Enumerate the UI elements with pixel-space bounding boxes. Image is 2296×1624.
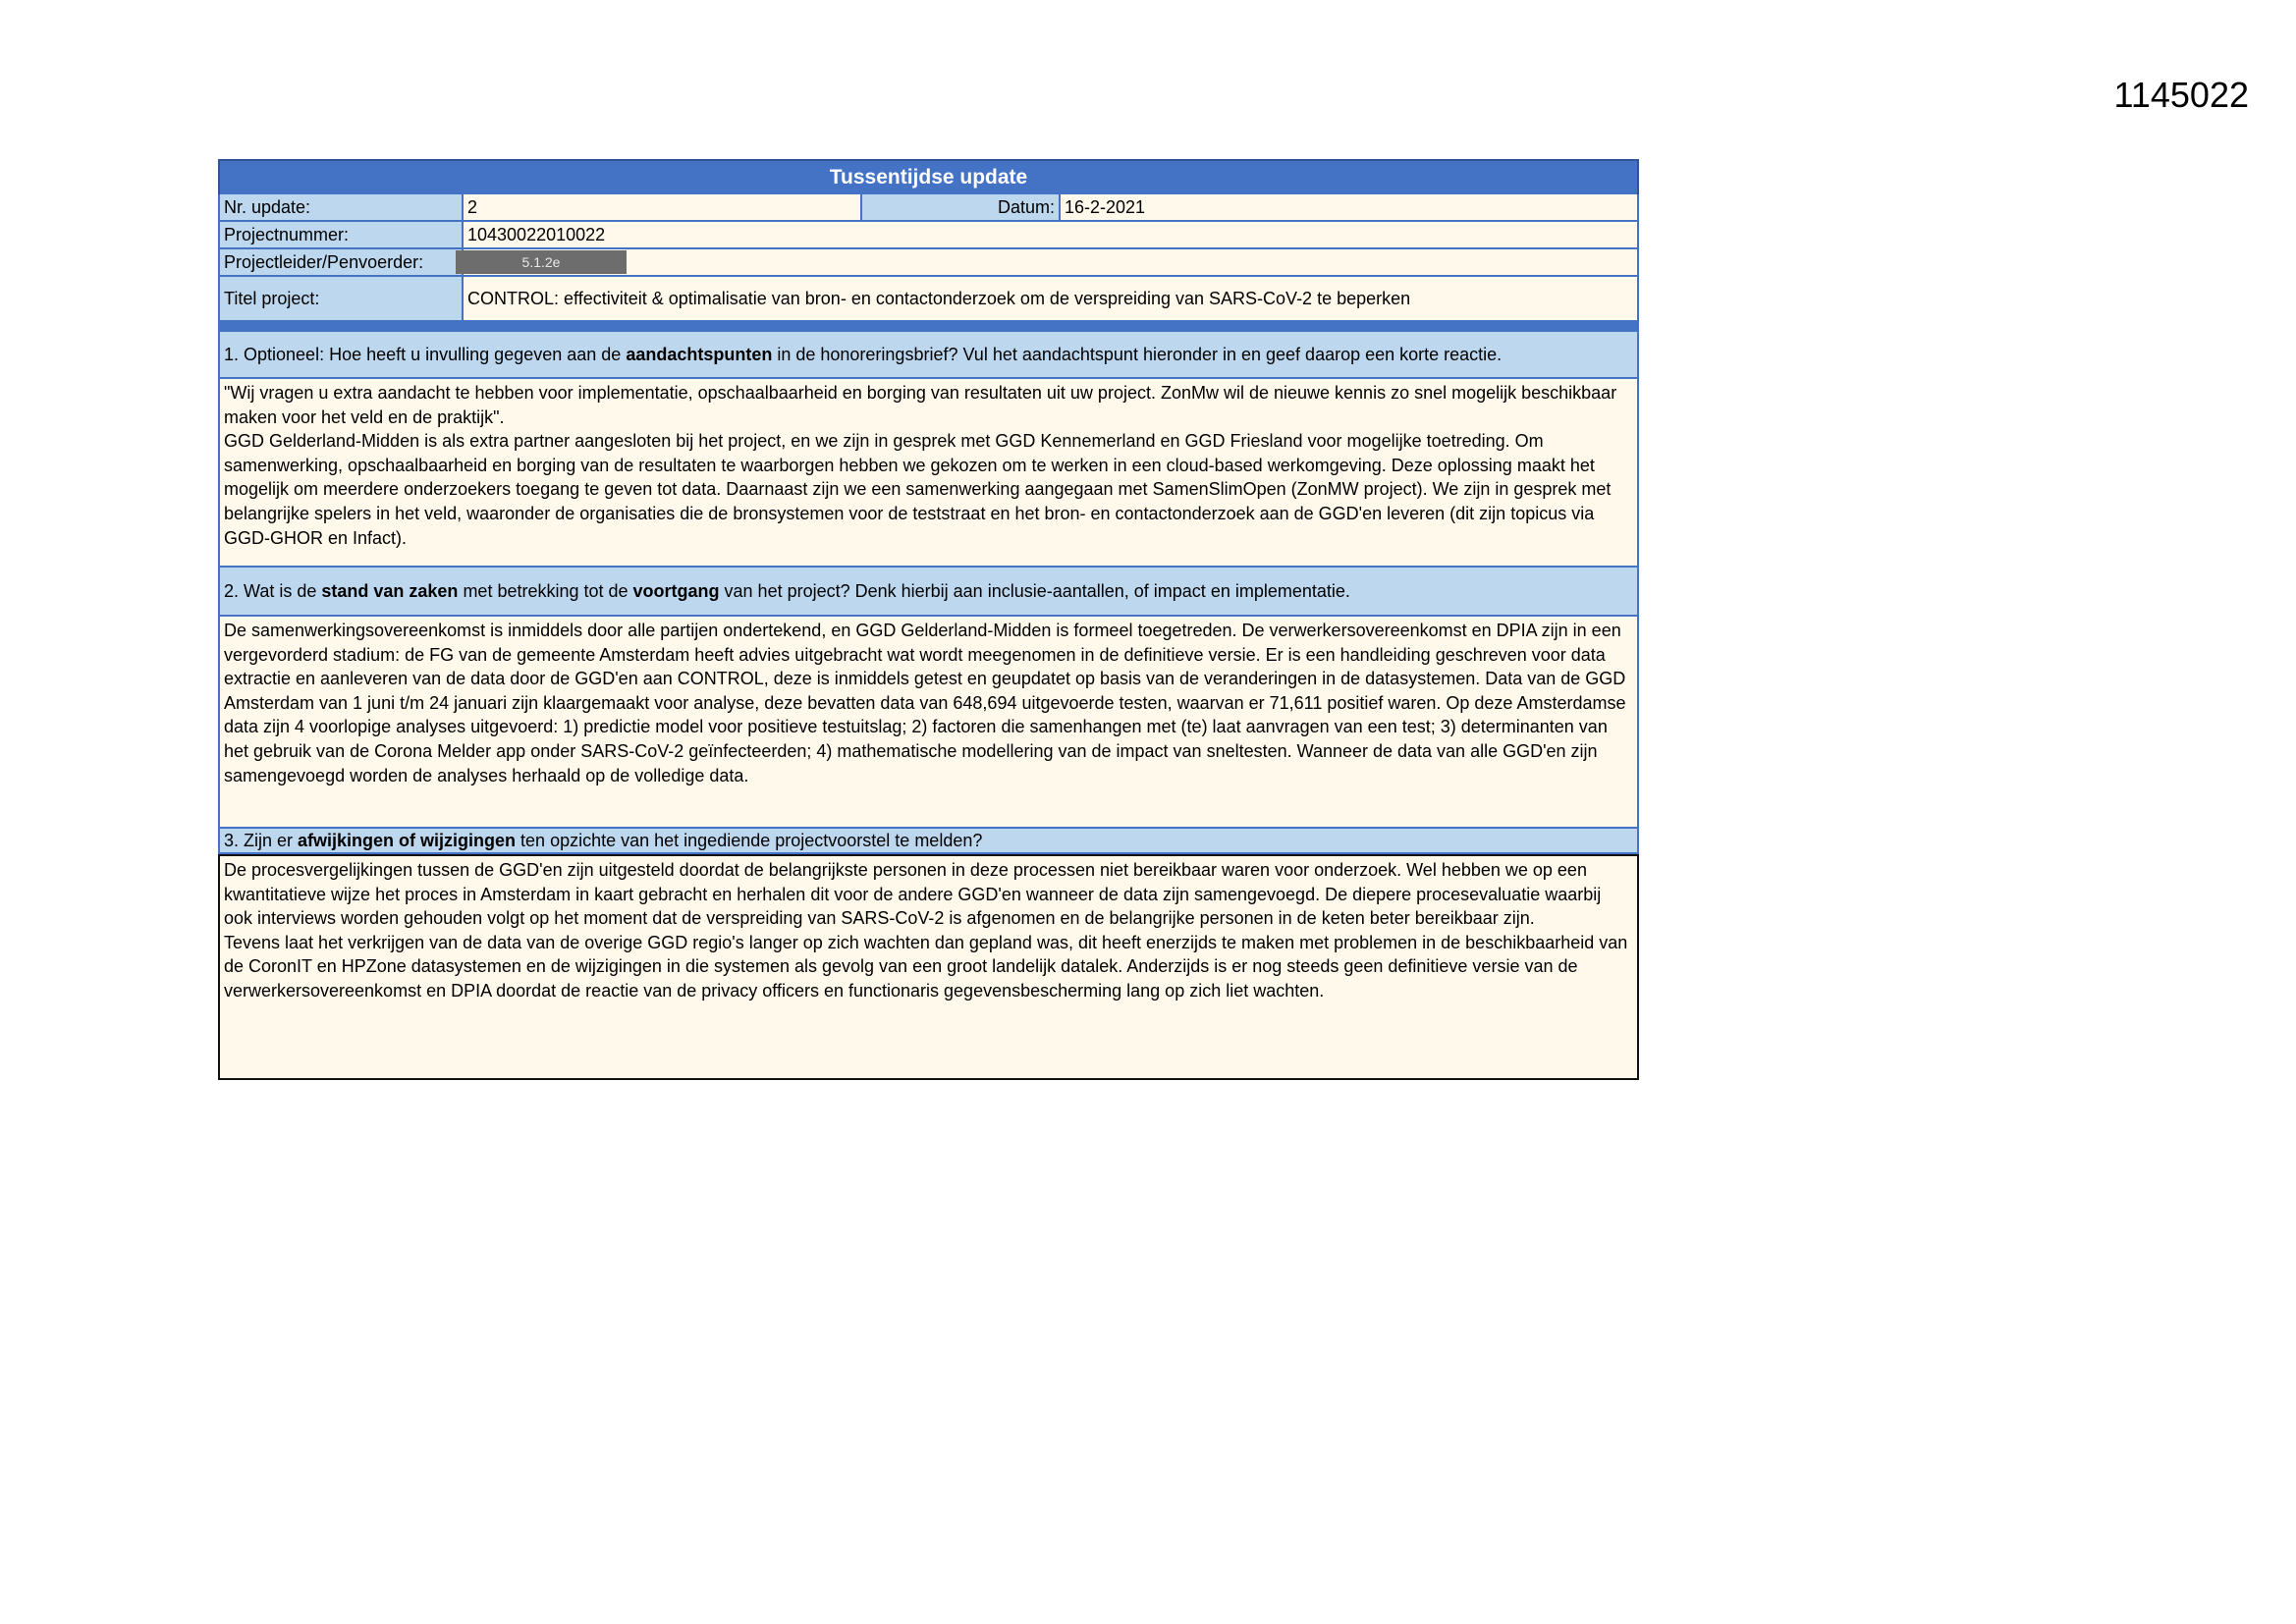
update-form: [218, 159, 1639, 1080]
section-divider: [218, 322, 1639, 332]
projectleider-value: [464, 249, 1637, 275]
document-number: 1145022: [2113, 75, 2249, 115]
q1-text-bold: aandachtspunten: [626, 344, 773, 364]
row-titel-project: [218, 277, 1639, 322]
redaction-box: 5.1.2e: [456, 250, 627, 274]
nr-update-label: Nr. update:: [220, 194, 464, 220]
datum-label: Datum:: [860, 194, 1061, 220]
datum-value: 16-2-2021: [1061, 194, 1637, 220]
question-3-answer: De procesvergelijkingen tussen de GGD'en zijn uitgesteld doordat de belangrijkste personen in deze processen niet bereikbaar waren voor onderzoek. Wel hebben we op een kwantitatieve wijze het proces in Amsterdam in kaart gebracht en herhalen dit voor de andere GGD'en wanneer de data zijn samengevoegd. De diepere procesevaluatie waarbij ook interviews worden gehouden volgt op het moment dat de verspreiding van SARS-CoV-2 is afgenomen en de belangrijke personen in de keten beter bereikbaar zijn. Tevens laat het verkrijgen van de data van de overige GGD regio's langer op zich wachten dan gepland was, dit heeft enerzijds te maken met problemen in de beschikbaarheid van de CoronIT en HPZone datasystemen en de wijzigingen in die systemen als gevolg van een groot landelijk datalek. Anderzijds is er nog steeds geen definitieve versie van de verwerkersovereenkomst en DPIA doordat de reactie van de privacy officers en functionaris gegevensbescherming lang op zich liet wachten.: [218, 854, 1639, 1080]
q2-text-post: van het project? Denk hierbij aan inclusie-aantallen, of impact en implementatie.: [719, 580, 1350, 601]
row-projectnummer: [218, 222, 1639, 249]
q3-text-bold: afwijkingen of wijzigingen: [298, 830, 517, 850]
q1-text-pre: 1. Optioneel: Hoe heeft u invulling gegeven aan de: [224, 344, 627, 364]
projectleider-label: Projectleider/Penvoerder:: [220, 249, 464, 275]
q2-text-bold-1: stand van zaken: [321, 580, 459, 601]
q3-text-post: ten opzichte van het ingediende projectvoorstel te melden?: [516, 830, 983, 850]
form-title: Tussentijdse update: [218, 159, 1639, 194]
nr-update-value: 2: [464, 194, 860, 220]
row-nr-update: [218, 194, 1639, 222]
q3-text-pre: 3. Zijn er: [224, 830, 299, 850]
row-projectleider: [218, 249, 1639, 277]
titel-project-label: Titel project:: [220, 277, 464, 320]
projectnummer-value: 10430022010022: [464, 222, 1637, 247]
q2-text-bold-2: voortgang: [632, 580, 720, 601]
titel-project-value: CONTROL: effectiviteit & optimalisatie van bron- en contactonderzoek om de verspreiding van SARS-CoV-2 te beperken: [464, 277, 1637, 320]
projectnummer-label: Projectnummer:: [220, 222, 464, 247]
q1-text-post: in de honoreringsbrief? Vul het aandachtspunt hieronder in en geef daarop een korte reactie.: [772, 344, 1503, 364]
question-2-answer: De samenwerkingsovereenkomst is inmiddels door alle partijen ondertekend, en GGD Gelderland-Midden is formeel toegetreden. De verwerkersovereenkomst en DPIA zijn in een vergevorderd stadium: de FG van de gemeente Amsterdam heeft advies uitgebracht wat wordt meegenomen in de definitieve versie. Er is een handleiding geschreven voor data extractie en aanleveren van de data door de GGD'en aan CONTROL, deze is inmiddels getest en geupdatet op basis van de veranderingen in de datasystemen. Data van de GGD Amsterdam van 1 juni t/m 24 januari zijn klaargemaakt voor analyse, deze bevatten data van 648,694 uitgevoerde testen, waarvan er 71,611 positief waren. Op deze Amsterdamse data zijn 4 voorlopige analyses uitgevoerd: 1) predictie model voor positieve testuitslag; 2) factoren die samenhangen met (te) laat aanvragen van een test; 3) determinanten van het gebruik van de Corona Melder app onder SARS-CoV-2 geïnfecteerden; 4) mathematische modellering van de impact van sneltesten. Wanneer de data van alle GGD'en zijn samengevoegd worden de analyses herhaald op de volledige data.: [218, 617, 1639, 829]
question-2-heading: [218, 568, 1639, 617]
q2-text-pre: 2. Wat is de: [224, 580, 322, 601]
q2-text-mid: met betrekking tot de: [458, 580, 633, 601]
question-1-heading: [218, 332, 1639, 379]
question-3-heading: [218, 829, 1639, 854]
question-1-answer: "Wij vragen u extra aandacht te hebben voor implementatie, opschaalbaarheid en borging van resultaten uit uw project. ZonMw wil de nieuwe kennis zo snel mogelijk beschikbaar maken voor het veld en de praktijk". GGD Gelderland-Midden is als extra partner aangesloten bij het project, en we zijn in gesprek met GGD Kennemerland en GGD Friesland voor mogelijke toetreding. Om samenwerking, opschaalbaarheid en borging van de resultaten te waarborgen hebben we gekozen om te werken in een cloud-based werkomgeving. Deze oplossing maakt het mogelijk om meerdere onderzoekers toegang te geven tot data. Daarnaast zijn we een samenwerking aangegaan met SamenSlimOpen (ZonMW project). We zijn in gesprek met belangrijke spelers in het veld, waaronder de organisaties die de bronsystemen voor de teststraat en het bron- en contactonderzoek aan de GGD'en leveren (dit zijn topicus via GGD-GHOR en Infact).: [218, 379, 1639, 568]
